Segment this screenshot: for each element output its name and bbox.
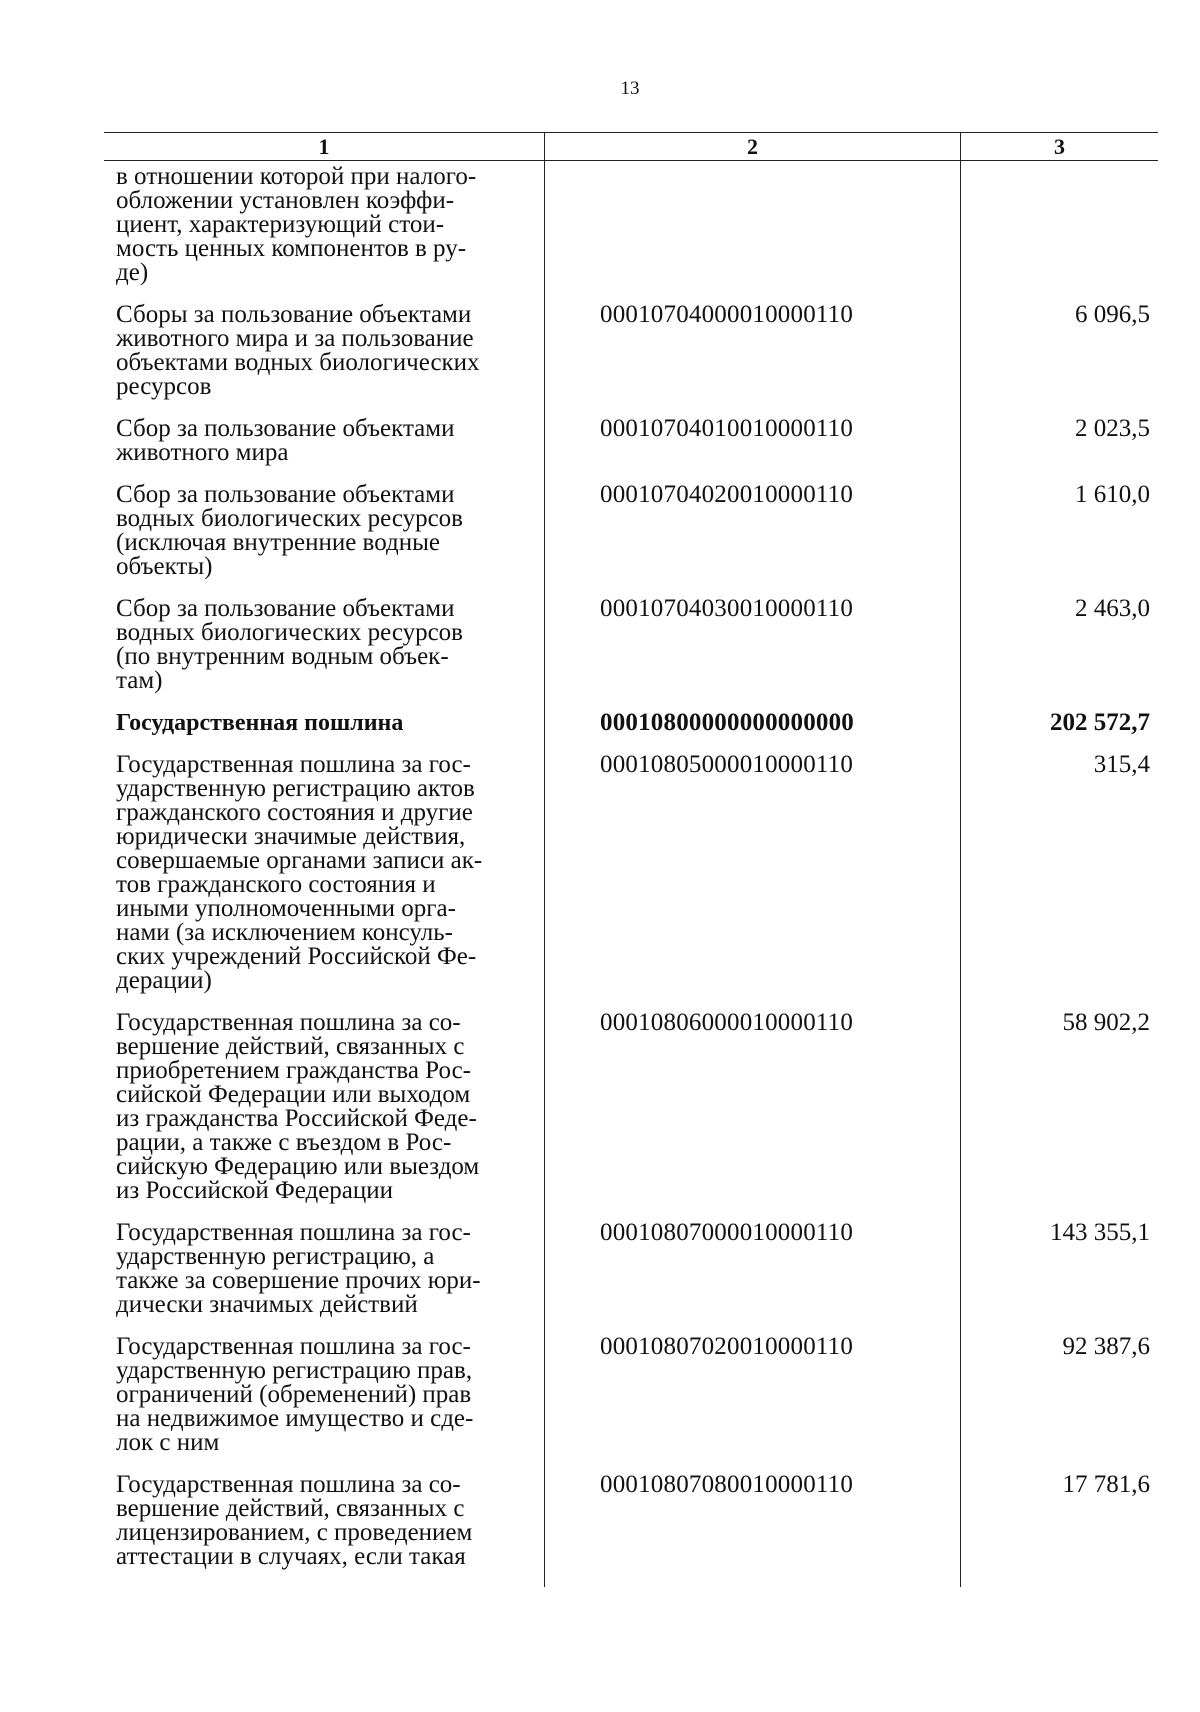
table-row <box>104 1335 1158 1473</box>
header-col-1: 1 <box>318 134 330 159</box>
table-row <box>104 1473 1158 1587</box>
row-name: Государственная пошлина за со- вершение действий, связанных с лицензированием, с проведением аттестации в случаях, если такая <box>116 1471 473 1570</box>
row-name: Сбор за пользование объектами водных биологических ресурсов (исключая внутренние водные объекты) <box>116 481 463 580</box>
header-col-2: 2 <box>544 133 960 160</box>
row-name: Государственная пошлина за гос- ударственную регистрацию, а также за совершение прочих юри- дически значимых действий <box>116 1219 481 1318</box>
row-name: Сборы за пользование объектами животного мира и за пользование объектами водных биологических ресурсов <box>116 301 480 400</box>
row-code: 00010806000010000110 <box>600 1009 854 1036</box>
row-name: Государственная пошлина за гос- ударственную регистрацию актов гражданского состояния и другие юридически значимые действия, совершаемые органами записи ак- тов гражданского состояния и иными уполномоченными орга- нами (за исключением консуль- ских учреждений Российской Фе- дерации) <box>116 751 483 994</box>
row-code: 00010704020010000110 <box>600 481 854 508</box>
row-value: 17 781,6 <box>1062 1471 1150 1498</box>
row-name: в отношении которой при налого- обложении установлен коэффи- циент, характеризующий стои- мость ценных компонентов в ру- де) <box>116 163 477 286</box>
row-code: 00010805000010000110 <box>600 751 854 778</box>
table-row <box>104 1011 1158 1221</box>
row-code: 00010807020010000110 <box>600 1333 854 1360</box>
row-value: 2 463,0 <box>1075 595 1150 622</box>
table-row <box>104 597 1158 711</box>
budget-table <box>104 132 1158 1587</box>
row-value: 1 610,0 <box>1075 481 1150 508</box>
row-value: 2 023,5 <box>1075 415 1150 442</box>
row-value: 6 096,5 <box>1075 301 1150 328</box>
table-row <box>104 483 1158 597</box>
row-value: 58 902,2 <box>1062 1009 1150 1036</box>
row-name: Государственная пошлина за со- вершение действий, связанных с приобретением гражданства Рос- сийской Федерации или выходом из гражданства Российской Феде- рации, а также с въездом в Рос- сийскую Федерацию или выездом из Российской Федерации <box>116 1009 480 1204</box>
row-code: 00010704030010000110 <box>600 595 854 622</box>
row-name: Государственная пошлина за гос- ударственную регистрацию прав, ограничений (обременений) прав на недвижимое имущество и сде- лок с ним <box>116 1333 474 1456</box>
table-row <box>104 161 1158 303</box>
row-code: 00010704010010000110 <box>600 415 854 442</box>
row-code: 00010704000010000110 <box>600 301 854 328</box>
row-value: 92 387,6 <box>1062 1333 1150 1360</box>
row-value: 202 572,7 <box>1050 709 1150 736</box>
row-code: 00010807080010000110 <box>600 1471 854 1498</box>
row-name: Государственная пошлина <box>116 710 404 736</box>
table-row <box>104 1221 1158 1335</box>
row-value: 315,4 <box>1093 751 1150 778</box>
page-number: 13 <box>620 78 640 99</box>
row-value <box>961 161 1158 303</box>
table-body <box>104 161 1158 1587</box>
row-name: Сбор за пользование объектами водных биологических ресурсов (по внутренним водным объек- там) <box>116 595 463 694</box>
row-code: 00010807000010000110 <box>600 1219 854 1246</box>
table-row <box>104 417 1158 483</box>
row-code <box>544 161 961 303</box>
table-row <box>104 753 1158 1011</box>
header-col-3: 3 <box>960 133 1158 160</box>
table-row <box>104 303 1158 417</box>
row-code: 00010800000000000000 <box>600 709 854 736</box>
table-row <box>104 711 1158 753</box>
row-name: Сбор за пользование объектами животного мира <box>116 415 455 466</box>
table-header <box>104 132 1158 161</box>
row-value: 143 355,1 <box>1050 1219 1150 1246</box>
